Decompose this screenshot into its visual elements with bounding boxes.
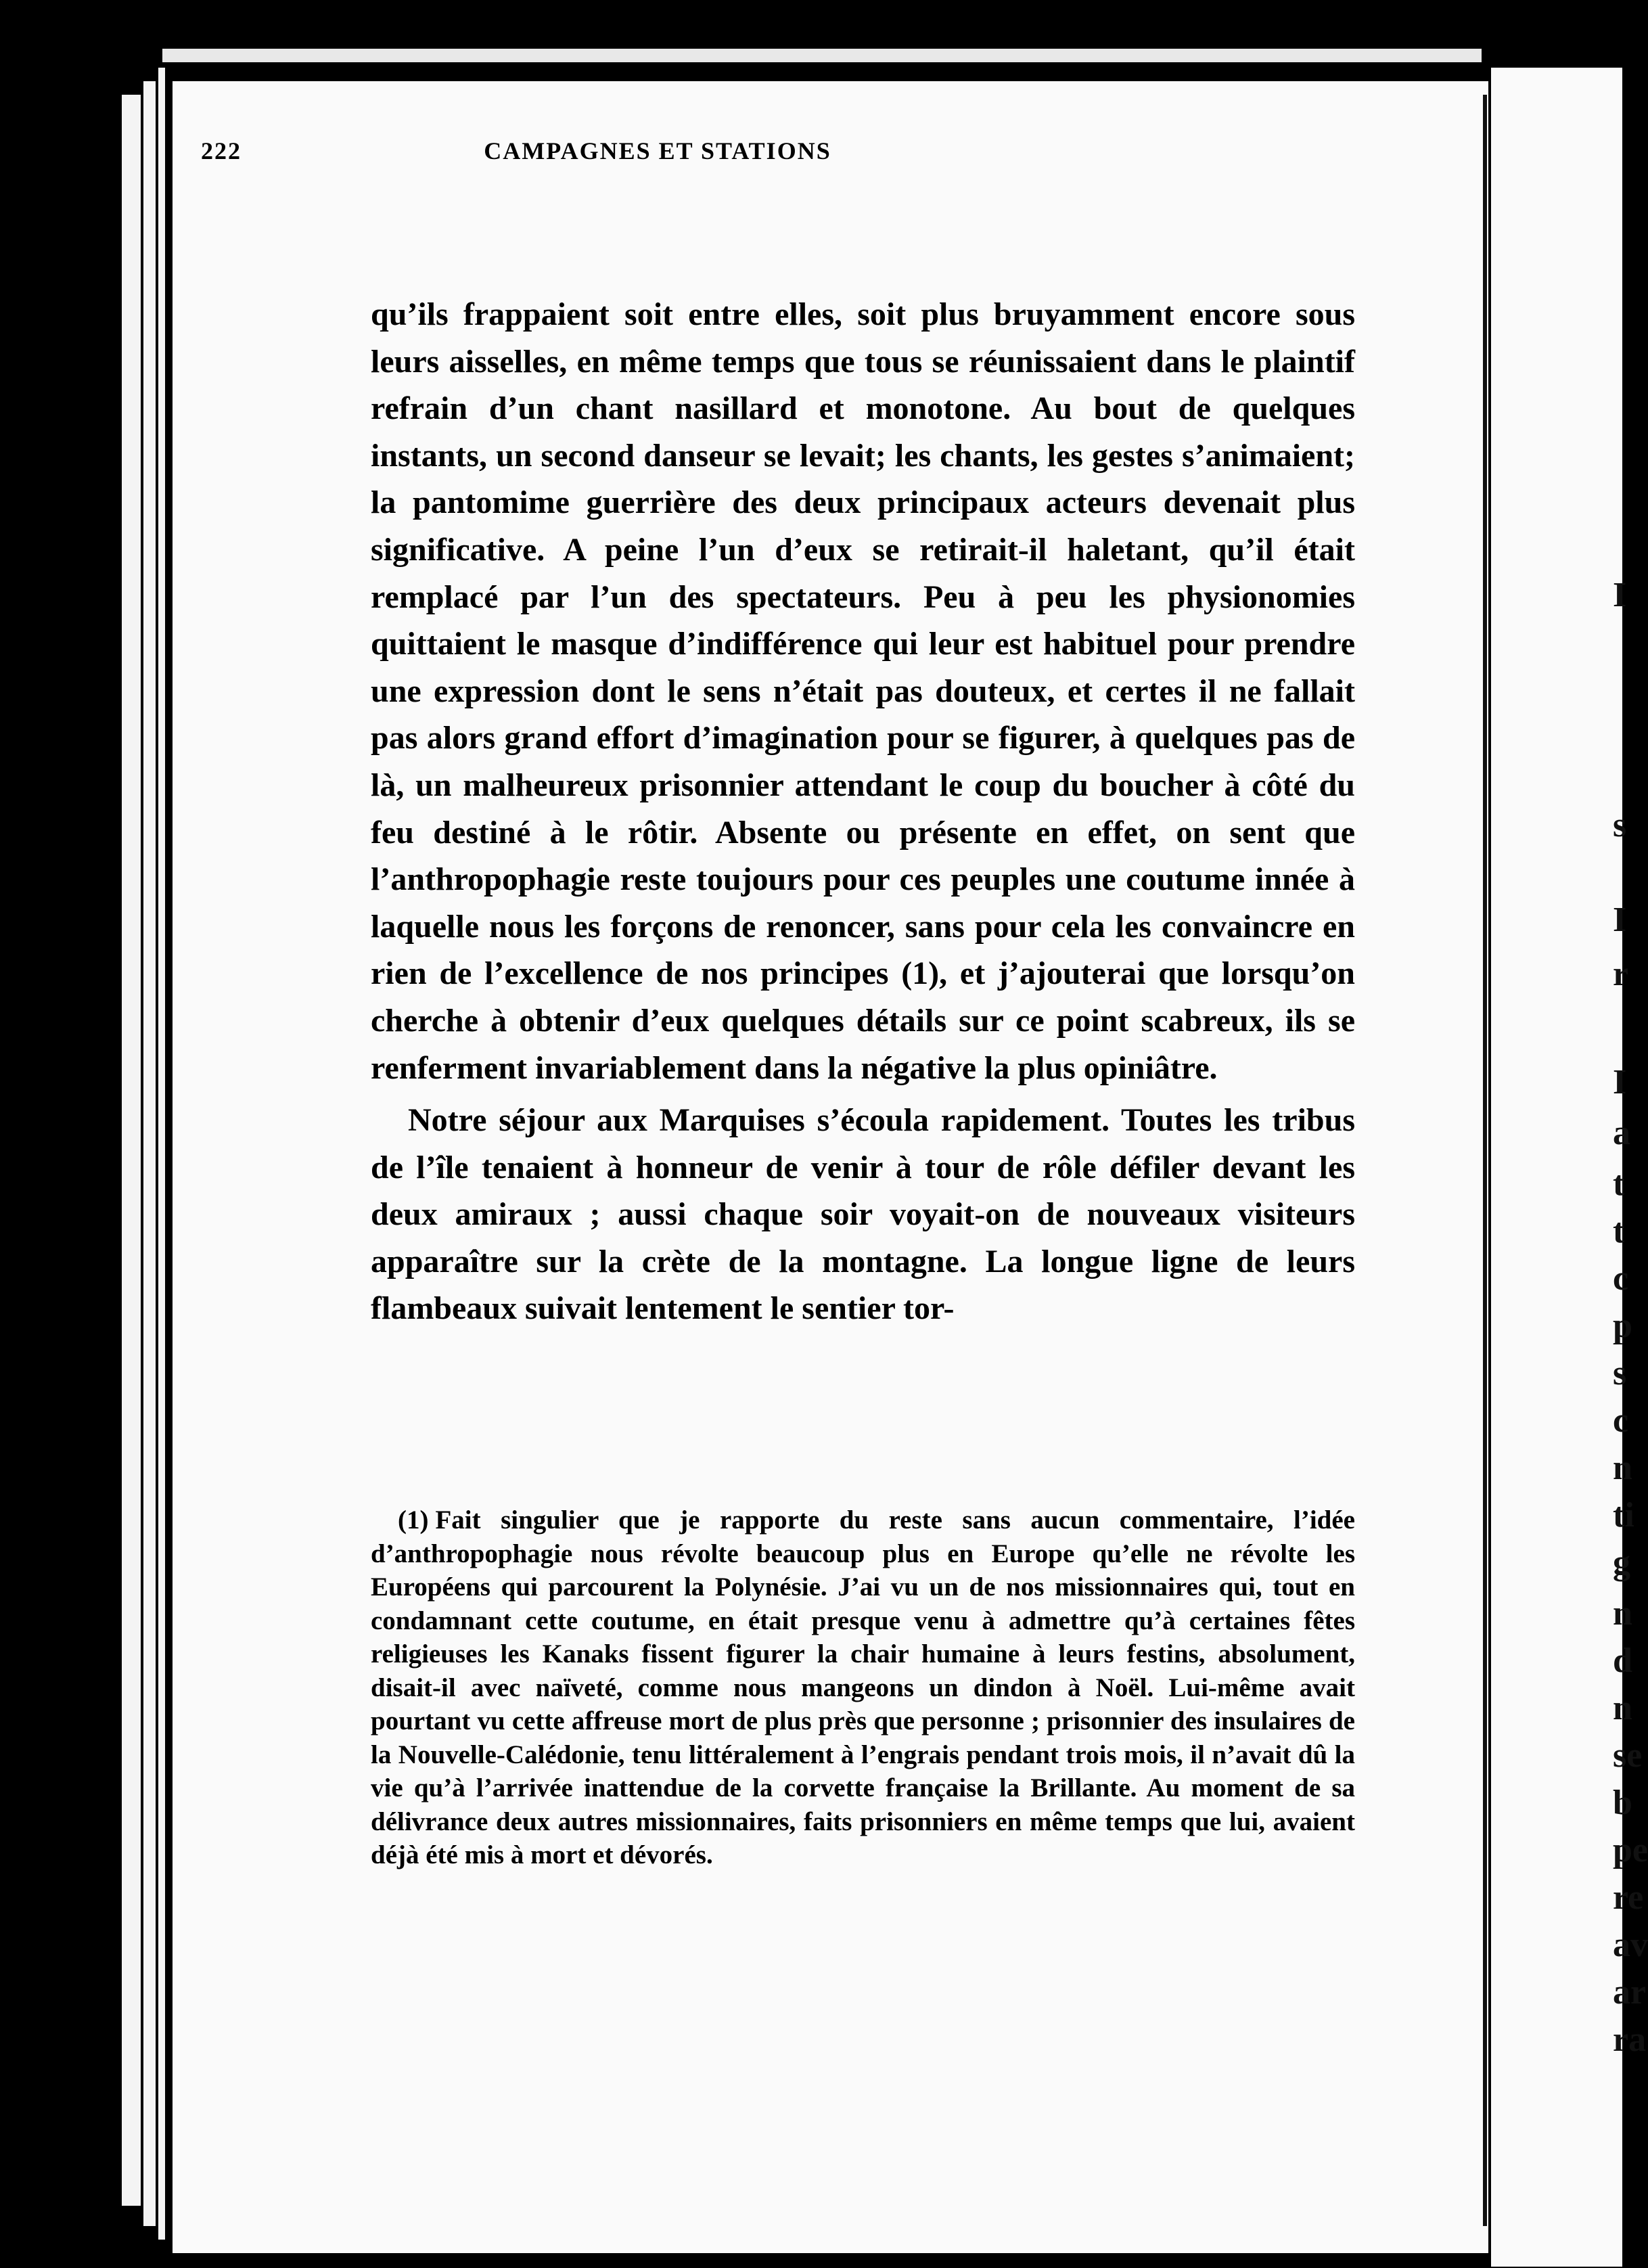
adjacent-page-fragment: t (1613, 1164, 1625, 1203)
adjacent-page-fragment: p (1613, 1307, 1632, 1345)
adjacent-page-fragment: s (1613, 1354, 1627, 1392)
adjacent-page-fragment: t (1613, 1212, 1625, 1250)
gutter-shadow (1483, 95, 1487, 2226)
page-header (201, 137, 1074, 168)
adjacent-page-fragment: I (1613, 1063, 1627, 1102)
paragraph: qu’ils frappaient soit entre elles, soit plus bruyamment encore sous leurs aisselles, en même temps que tous se réunissaient dans le plaintif refrain d’un chant nasillard et monotone. Au bout de quelques instants, un second danseur se levait; les chants, les gestes s’animaient; la pantomime guerrière des deux principaux acteurs devenait plus significative. A peine l’un d’eux se retirait-il haletant, qu’il était remplacé par l’un des spectateurs. Peu à peu les physionomies quittaient le masque d’indifférence qui leur est habituel pour prendre une expression dont le sens n’était pas douteux, et certes il ne fallait pas alors grand effort d’imagination pour se figurer, à quelques pas de là, un malheureux prisonnier attendant le coup du boucher à côté du feu destiné à le rôtir. Absente ou présente en effet, on sent que l’anthropophagie reste toujours pour ces peuples une coutume innée à laquelle nous les forçons de renoncer, sans pour cela les convaincre en rien de l’excellence de nos principes (1), et j’ajouterai que lorsqu’on cherche à obtenir d’eux quelques détails sur ce point scabreux, ils se renferment invariablement dans la négative la plus opiniâtre. (371, 296, 1355, 1086)
footnote-marker: (1) (398, 1505, 429, 1535)
adjacent-page-fragment: se (1613, 1736, 1643, 1775)
adjacent-page-fragment: n (1613, 1449, 1632, 1487)
main-text (371, 291, 1355, 1332)
page-number: 222 (201, 137, 242, 164)
adjacent-page-fragment: ti (1613, 1496, 1634, 1535)
paragraph: Notre séjour aux Marquises s’écoula rapidement. Toutes les tribus de l’île tenaient à honneur de venir à tour de rôle défiler devant les deux amiraux ; aussi chaque soir voyait-on de nouveaux visiteurs apparaître sur la crète de la montagne. La longue ligne de leurs flambeaux suivait lentement le sentier tor- (371, 1102, 1355, 1327)
adjacent-page-fragment: re (1613, 1878, 1644, 1917)
adjacent-page-fragment: n (1613, 1594, 1632, 1633)
adjacent-page-fragment: b (1613, 1784, 1632, 1822)
page-edge (143, 81, 156, 2226)
footnote (371, 1503, 1355, 1872)
adjacent-page-fragment: I (1613, 901, 1627, 939)
page-top-edge (162, 49, 1482, 62)
adjacent-page-fragment: I (1613, 576, 1627, 614)
adjacent-page-fragment: pe (1613, 1831, 1648, 1869)
adjacent-page-fragment: r (1613, 955, 1629, 993)
adjacent-page-fragment: s (1613, 806, 1627, 844)
adjacent-page-fragment: a (1613, 1114, 1630, 1152)
adjacent-page-fragment: ar (1613, 1973, 1647, 2012)
adjacent-page (1491, 68, 1648, 2267)
page-edge (158, 68, 165, 2240)
adjacent-page-fragment: ra (1613, 2020, 1647, 2059)
footnote-paragraph (371, 1503, 1355, 1872)
page-edge (122, 95, 141, 2206)
adjacent-page-fragment: g (1613, 1543, 1630, 1582)
adjacent-page-fragment: n (1613, 1689, 1632, 1727)
footnote-text: Fait singulier que je rapporte du reste sans aucun commentaire, l’idée d’anthropophagie nous révolte beaucoup plus en Europe qu’elle ne révolte les Européens qui parcourent la Polynésie. J’ai vu un de nos missionnaires qui, tout en condamnant cette coutume, en était presque venu à admettre qu’à certaines fêtes religieuses les Kanaks fissent figurer la chair humaine à leurs festins, absolument, disait-il avec naïveté, comme nous mangeons un dindon à Noël. Lui-même avait pourtant vu cette affreuse mort de plus près que personne ; prisonnier des insulaires de la Nouvelle-Calédonie, tenu littéralement à l’engrais pendant trois mois, il n’avait dû la vie qu’à l’arrivée inattendue de la corvette française la Brillante. Au moment de sa délivrance deux autres missionnaires, faits prisonniers en même temps que lui, avaient déjà été mis à mort et dévorés. (371, 1505, 1355, 1869)
adjacent-page-fragment: c (1613, 1401, 1629, 1440)
running-head: CAMPAGNES ET STATIONS (484, 137, 831, 164)
adjacent-page-fragment: d (1613, 1641, 1632, 1680)
adjacent-page-fragment: av (1613, 1926, 1648, 1964)
adjacent-page-fragment: c (1613, 1259, 1629, 1298)
